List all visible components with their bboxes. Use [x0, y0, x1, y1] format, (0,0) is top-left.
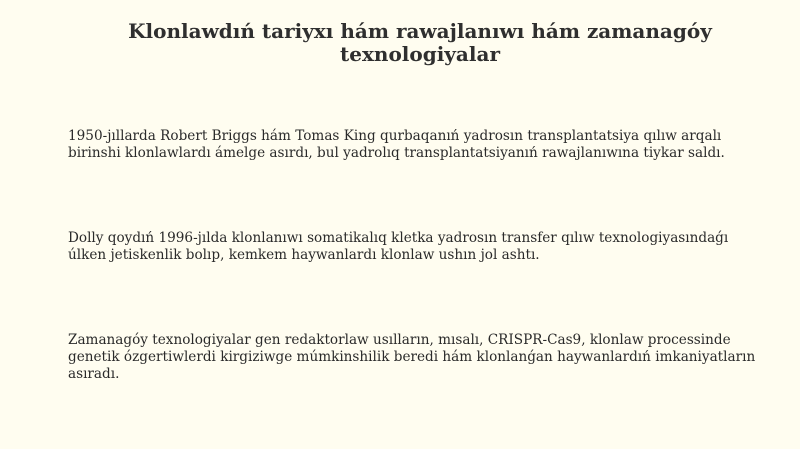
paragraph-dolly: Dolly qoydıń 1996-jılda klonlanıwı somatikalıq kletka yadrosın transfer qılıw texnologiyasındaǵı úlken jetiskenlik bolıp, kemkem haywanlardı klonlaw ushın jol ashtı.	[68, 230, 729, 263]
slide-title: Klonlawdıń tariyxı hám rawajlanıwı hám zamanagóy texnologiyalar	[128, 19, 712, 66]
paragraph-briggs-king: 1950-jıllarda Robert Briggs hám Tomas King qurbaqanıń yadrosın transplantatsiya qılıw arqalı birinshi klonlawlardı ámelge asırdı, bul yadrolıq transplantatsiyanıń rawajlanıwına tiykar saldı.	[68, 128, 725, 161]
paragraph-crispr: Zamanagóy texnologiyalar gen redaktorlaw usılların, mısalı, CRISPR-Cas9, klonlaw processinde genetik ózgertiwlerdi kirgiziwge múmkinshilik beredi hám klonlanǵan haywanlardıń imkaniyatların asıradı.	[68, 332, 756, 382]
